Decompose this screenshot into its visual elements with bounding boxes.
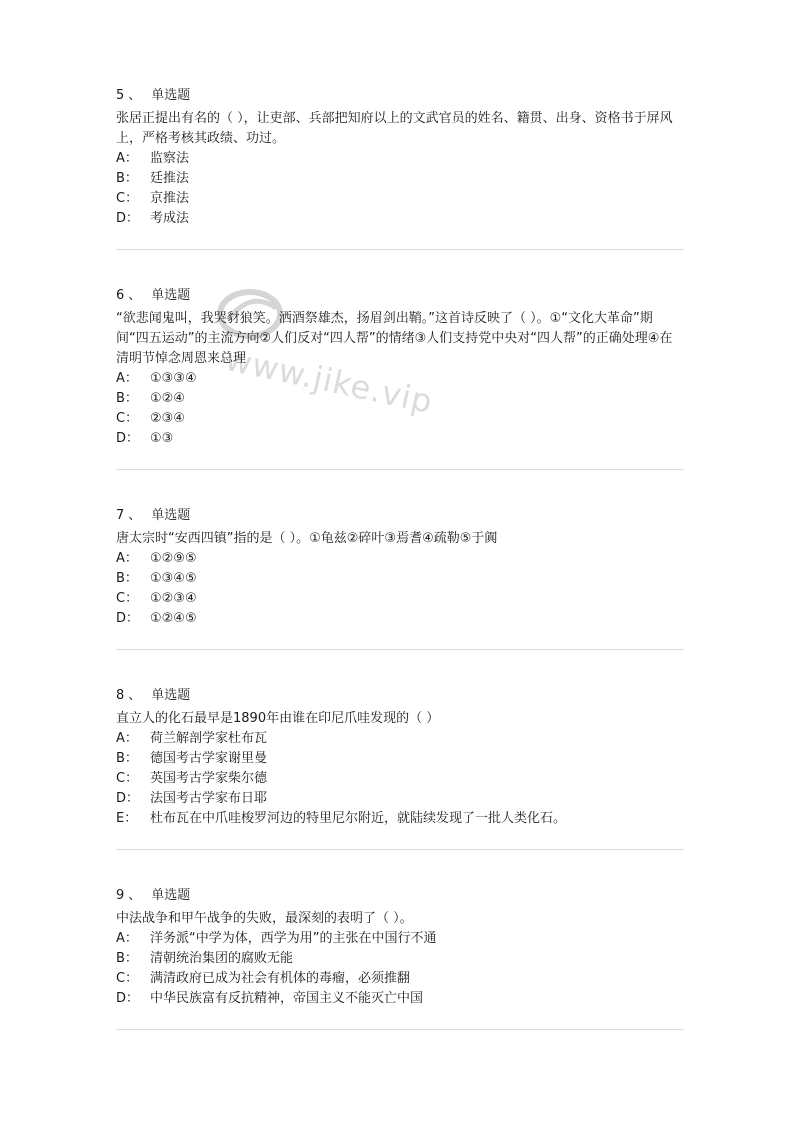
- option-b: [116, 749, 684, 769]
- option-letter: D：: [116, 991, 140, 1006]
- question-separator: 、: [128, 88, 142, 103]
- option-letter: E：: [116, 811, 138, 826]
- question-header: [116, 506, 684, 526]
- option-text: 荷兰解剖学家杜布瓦: [150, 731, 268, 746]
- question-8: [116, 686, 684, 829]
- option-b: [116, 569, 684, 589]
- option-text: ①③: [150, 431, 174, 446]
- option-text: 京推法: [150, 191, 190, 206]
- option-text: 杜布瓦在中爪哇梭罗河边的特里尼尔附近，就陆续发现了一批人类化石。: [150, 811, 567, 826]
- option-c: [116, 409, 684, 429]
- option-letter: C：: [116, 591, 139, 606]
- option-letter: A：: [116, 551, 138, 566]
- option-c: [116, 969, 684, 989]
- question-6: [116, 286, 684, 449]
- option-letter: D：: [116, 791, 140, 806]
- question-separator: 、: [128, 288, 142, 303]
- divider: [116, 469, 684, 470]
- option-text: ①③③④: [150, 371, 197, 386]
- option-c: [116, 769, 684, 789]
- option-d: [116, 789, 684, 809]
- option-text: 清朝统治集团的腐败无能: [150, 951, 294, 966]
- question-header: [116, 886, 684, 906]
- question-separator: 、: [128, 508, 142, 523]
- option-letter: D：: [116, 211, 140, 226]
- question-number: 8: [116, 688, 125, 703]
- option-d: [116, 209, 684, 229]
- option-b: [116, 949, 684, 969]
- option-text: ①②③④: [150, 591, 197, 606]
- option-a: [116, 149, 684, 169]
- option-e: [116, 809, 684, 829]
- option-text: ①②④: [150, 391, 185, 406]
- option-c: [116, 189, 684, 209]
- option-letter: C：: [116, 191, 139, 206]
- option-text: ①②④⑤: [150, 611, 197, 626]
- option-letter: C：: [116, 411, 139, 426]
- option-text: 满清政府已成为社会有机体的毒瘤，必须推翻: [150, 971, 411, 986]
- question-number: 9: [116, 888, 125, 903]
- watermark-text: www.jike.vip: [222, 340, 437, 422]
- option-letter: B：: [116, 751, 138, 766]
- question-stem: 唐太宗时“安西四镇”指的是（ ）。①龟兹②碎叶③焉耆④疏勒⑤于阗: [116, 531, 498, 546]
- option-letter: A：: [116, 371, 138, 386]
- option-text: ②③④: [150, 411, 185, 426]
- question-number: 5: [116, 88, 125, 103]
- question-7: [116, 506, 684, 629]
- option-letter: B：: [116, 171, 138, 186]
- option-d: [116, 989, 684, 1009]
- option-letter: C：: [116, 771, 139, 786]
- question-number: 7: [116, 508, 125, 523]
- question-type: 单选题: [151, 508, 191, 523]
- option-a: [116, 729, 684, 749]
- option-letter: A：: [116, 731, 138, 746]
- question-header: [116, 86, 684, 106]
- option-text: 英国考古学家柴尔德: [150, 771, 268, 786]
- option-b: [116, 389, 684, 409]
- question-9: [116, 886, 684, 1009]
- option-letter: B：: [116, 391, 138, 406]
- option-letter: B：: [116, 951, 138, 966]
- question-type: 单选题: [151, 288, 191, 303]
- option-c: [116, 589, 684, 609]
- question-5: [116, 86, 684, 229]
- divider: [116, 249, 684, 250]
- question-separator: 、: [128, 888, 142, 903]
- divider: [116, 649, 684, 650]
- question-stem: 张居正提出有名的（ ），让吏部、兵部把知府以上的文武官员的姓名、籍贯、出身、资格书于屏风上，严格考核其政绩、功过。: [116, 111, 673, 146]
- question-type: 单选题: [151, 88, 191, 103]
- question-type: 单选题: [151, 688, 191, 703]
- option-letter: A：: [116, 151, 138, 166]
- question-type: 单选题: [151, 888, 191, 903]
- option-letter: D：: [116, 611, 140, 626]
- question-stem: 中法战争和甲午战争的失败，最深刻的表明了（ ）。: [116, 911, 413, 926]
- question-number: 6: [116, 288, 125, 303]
- option-text: 德国考古学家谢里曼: [150, 751, 268, 766]
- question-header: [116, 286, 684, 306]
- option-d: [116, 609, 684, 629]
- question-separator: 、: [128, 688, 142, 703]
- option-text: 监察法: [150, 151, 190, 166]
- option-a: [116, 549, 684, 569]
- divider: [116, 1029, 684, 1030]
- option-text: 洋务派“中学为体，西学为用”的主张在中国行不通: [150, 931, 437, 946]
- option-a: [116, 369, 684, 389]
- option-letter: D：: [116, 431, 140, 446]
- question-header: [116, 686, 684, 706]
- divider: [116, 849, 684, 850]
- option-b: [116, 169, 684, 189]
- option-letter: A：: [116, 931, 138, 946]
- option-d: [116, 429, 684, 449]
- option-text: 法国考古学家布日耶: [150, 791, 268, 806]
- option-a: [116, 929, 684, 949]
- option-letter: B：: [116, 571, 138, 586]
- option-text: ①②⑨⑤: [150, 551, 197, 566]
- option-text: 考成法: [150, 211, 190, 226]
- option-letter: C：: [116, 971, 139, 986]
- option-text: ①③④⑤: [150, 571, 197, 586]
- question-stem: “欲悲闻鬼叫，我哭豺狼笑。洒酒祭雄杰，扬眉剑出鞘。”这首诗反映了（ ）。①“文化大革命”期间“四五运动”的主流方向②人们反对“四人帮”的情绪③人们支持党中央对“四人帮”的正确处理④在清明节悼念周恩来总理: [116, 311, 673, 366]
- option-text: 中华民族富有反抗精神，帝国主义不能灭亡中国: [150, 991, 424, 1006]
- question-stem: 直立人的化石最早是1890年由谁在印尼爪哇发现的（ ）: [116, 711, 440, 726]
- option-text: 廷推法: [150, 171, 190, 186]
